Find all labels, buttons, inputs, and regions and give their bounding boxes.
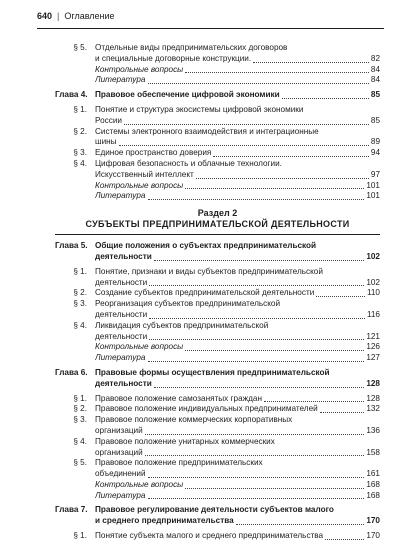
header-title: Оглавление bbox=[64, 11, 115, 21]
entry-number: § 2. bbox=[73, 404, 87, 414]
entry-number: § 1. bbox=[73, 393, 87, 403]
entry-number: § 2. bbox=[73, 288, 87, 298]
part-title: СУБЪЕКТЫ ПРЕДПРИНИМАТЕЛЬСКОЙ ДЕЯТЕЛЬНОСТИ bbox=[85, 219, 350, 230]
entry-title: Контрольные вопросы bbox=[95, 180, 184, 190]
entry-page: 89 bbox=[370, 137, 380, 147]
entry-page: 128 bbox=[366, 393, 380, 403]
toc-chapter bbox=[55, 241, 380, 263]
entry-title: Литература bbox=[95, 75, 146, 85]
entry-number: § 3. bbox=[73, 148, 87, 158]
entry-page: 101 bbox=[366, 191, 380, 201]
chapter-title: Правовые формы осуществления предпринимательской bbox=[95, 367, 330, 377]
entry-page: 170 bbox=[366, 516, 380, 526]
entry-number: § 5. bbox=[73, 43, 87, 52]
toc-entry bbox=[55, 415, 380, 437]
entry-title: Отдельные виды предпринимательских договоров bbox=[95, 43, 288, 52]
entry-title: Понятие и структура экосистемы цифровой экономики bbox=[95, 104, 304, 114]
toc-entry bbox=[55, 288, 380, 299]
entry-title: Создание субъектов предпринимательской деятельности bbox=[95, 288, 315, 298]
entry-page: 128 bbox=[366, 378, 380, 388]
toc-entry bbox=[55, 353, 380, 364]
toc-entry bbox=[55, 491, 380, 502]
entry-title: деятельности bbox=[95, 331, 148, 341]
chapter-title: Правовое обеспечение цифровой экономики bbox=[95, 90, 280, 100]
entry-title: Понятие субъекта малого и среднего предпринимательства bbox=[95, 531, 324, 541]
toc-chapter bbox=[55, 505, 380, 527]
toc-entry bbox=[55, 65, 380, 76]
entry-number: § 3. bbox=[73, 299, 87, 309]
entry-title: и специальные договорные конструкции. bbox=[95, 53, 252, 63]
running-header bbox=[37, 6, 384, 26]
entry-title: Понятие, признаки и виды субъектов предпринимательской bbox=[95, 266, 323, 276]
entry-number: § 4. bbox=[73, 158, 87, 168]
entry-page: 168 bbox=[366, 479, 380, 489]
chapter-title: и среднего предпринимательства bbox=[95, 516, 234, 526]
entry-page: 82 bbox=[370, 53, 380, 63]
toc-entry bbox=[55, 159, 380, 181]
entry-page: 126 bbox=[366, 342, 380, 352]
entry-page: 102 bbox=[366, 251, 380, 261]
entry-page: 85 bbox=[370, 115, 380, 125]
part-label: Раздел 2 bbox=[197, 208, 238, 219]
entry-page: 127 bbox=[366, 353, 380, 363]
entry-number: § 4. bbox=[73, 436, 87, 446]
part-heading bbox=[55, 208, 380, 230]
entry-page: 84 bbox=[370, 64, 380, 74]
toc-entry bbox=[55, 321, 380, 343]
entry-title: шины bbox=[95, 137, 117, 147]
entry-title: Правовое положение самозанятых граждан bbox=[95, 393, 262, 403]
toc-entry bbox=[55, 404, 380, 415]
toc-entry bbox=[55, 267, 380, 289]
toc-entry bbox=[55, 148, 380, 159]
toc-entry bbox=[55, 299, 380, 321]
entry-title: организаций bbox=[95, 425, 143, 435]
chapter-number: Глава 6. bbox=[55, 367, 88, 377]
entry-page: 97 bbox=[370, 169, 380, 179]
toc-chapter bbox=[55, 368, 380, 390]
toc-entry bbox=[55, 127, 380, 149]
entry-page: 170 bbox=[366, 531, 380, 541]
chapter-number: Глава 4. bbox=[55, 90, 88, 100]
header-separator: | bbox=[57, 11, 60, 21]
entry-title: Контрольные вопросы bbox=[95, 64, 184, 74]
entry-page: 121 bbox=[366, 331, 380, 341]
entry-page: 94 bbox=[370, 148, 380, 158]
entry-title: Ликвидация субъектов предпринимательской bbox=[95, 320, 269, 330]
chapter-title: Правовое регулирование деятельности субъектов малого bbox=[95, 505, 334, 515]
entry-title: деятельности bbox=[95, 309, 148, 319]
entry-number: § 1. bbox=[73, 531, 87, 541]
toc-entry bbox=[55, 181, 380, 192]
toc-entry bbox=[55, 458, 380, 480]
chapter-title: деятельности bbox=[95, 378, 152, 388]
toc-entry bbox=[55, 437, 380, 459]
entry-title: Правовое положение предпринимательских bbox=[95, 458, 263, 468]
chapter-number: Глава 7. bbox=[55, 505, 88, 515]
toc-entry bbox=[55, 342, 380, 353]
header-rule bbox=[37, 28, 384, 29]
page-number: 640 bbox=[37, 11, 53, 21]
entry-number: § 1. bbox=[73, 266, 87, 276]
entry-page: 136 bbox=[366, 425, 380, 435]
entry-number: § 2. bbox=[73, 126, 87, 136]
entry-title: деятельности bbox=[95, 277, 148, 287]
toc-entry bbox=[55, 480, 380, 491]
entry-page: 101 bbox=[366, 180, 380, 190]
entry-number: § 4. bbox=[73, 320, 87, 330]
entry-title: Единое пространство доверия bbox=[95, 148, 212, 158]
entry-title: Правовое положение индивидуальных предпринимателей bbox=[95, 404, 318, 414]
toc-entry bbox=[55, 105, 380, 127]
entry-title: России bbox=[95, 115, 122, 125]
entry-title: Контрольные вопросы bbox=[95, 479, 184, 489]
chapter-title: деятельности bbox=[95, 251, 152, 261]
entry-title: Цифровая безопасность и облачные технологии. bbox=[95, 158, 282, 168]
entry-title: Системы электронного взаимодействия и интеграционные bbox=[95, 126, 319, 136]
entry-page: 168 bbox=[366, 490, 380, 500]
entry-title: Искусственный интеллект bbox=[95, 169, 194, 179]
table-of-contents bbox=[55, 43, 380, 542]
toc-entry bbox=[55, 75, 380, 86]
toc-chapter bbox=[55, 90, 380, 101]
entry-page: 116 bbox=[366, 309, 380, 319]
chapter-title: Общие положения о субъектах предпринимательской bbox=[95, 241, 317, 251]
entry-title: Правовое положение унитарных коммерческих bbox=[95, 436, 275, 446]
toc-entry bbox=[55, 394, 380, 405]
entry-title: Правовое положение коммерческих корпоративных bbox=[95, 415, 293, 425]
entry-title: Контрольные вопросы bbox=[95, 342, 184, 352]
toc-entry bbox=[55, 531, 380, 542]
toc-entry bbox=[55, 43, 380, 65]
entry-title: Литература bbox=[95, 191, 146, 201]
entry-page: 132 bbox=[366, 404, 380, 414]
entry-page: 102 bbox=[366, 277, 380, 287]
entry-title: объединений bbox=[95, 469, 146, 479]
entry-page: 158 bbox=[366, 447, 380, 457]
entry-number: § 1. bbox=[73, 104, 87, 114]
entry-number: § 3. bbox=[73, 415, 87, 425]
chapter-number: Глава 5. bbox=[55, 241, 88, 251]
entry-title: Литература bbox=[95, 353, 146, 363]
entry-number: § 5. bbox=[73, 458, 87, 468]
entry-page: 161 bbox=[366, 469, 380, 479]
toc-entry bbox=[55, 191, 380, 202]
entry-page: 110 bbox=[366, 288, 380, 298]
entry-title: Реорганизация субъектов предпринимательской bbox=[95, 299, 281, 309]
entry-title: Литература bbox=[95, 490, 146, 500]
entry-page: 85 bbox=[370, 90, 380, 100]
entry-page: 84 bbox=[370, 75, 380, 85]
part-rule bbox=[55, 234, 380, 235]
entry-title: организаций bbox=[95, 447, 143, 457]
